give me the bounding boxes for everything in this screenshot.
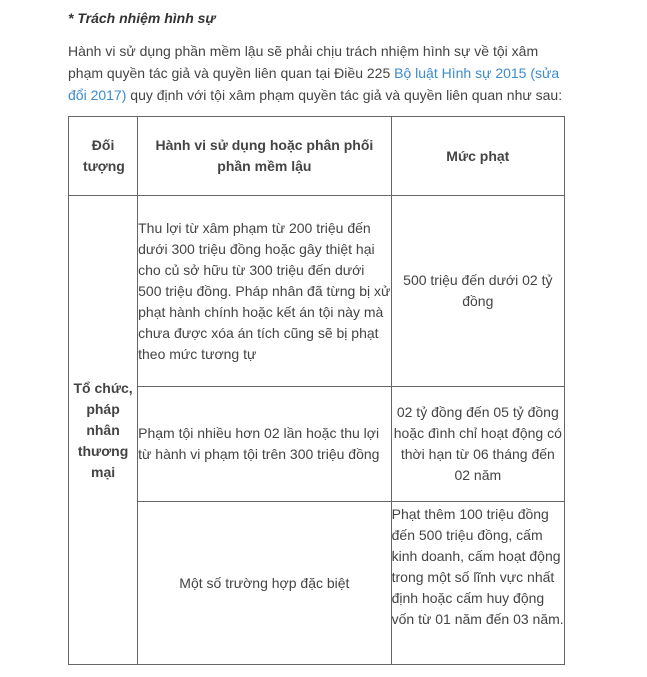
- fine-cell: [391, 196, 564, 387]
- law-link[interactable]: Bộ luật Hình sự 2015 (sửa đổi 2017): [68, 65, 560, 103]
- article-content: [68, 8, 568, 665]
- fine-cell: [391, 387, 564, 502]
- fine-text: 02 tỷ đồng đến 05 tỷ đồng hoặc đình chỉ hoạt động có thời hạn từ 06 tháng đến 02 năm: [393, 404, 562, 483]
- act-cell: [138, 387, 392, 502]
- intro-paragraph: [68, 40, 568, 106]
- subject-label: Tổ chức, pháp nhân thương mại: [73, 379, 133, 480]
- header-act-label: Hành vi sử dụng hoặc phân phối phần mềm lậu: [155, 137, 374, 174]
- act-text: Một số trường hợp đặc biệt: [179, 574, 350, 591]
- header-subject-label: Đối tượng: [83, 137, 125, 174]
- header-fine-label: Mức phạt: [446, 147, 510, 164]
- act-text: Phạm tội nhiều hơn 02 lần hoặc thu lợi từ hành vi phạm tội trên 300 triệu đồng: [138, 425, 380, 462]
- penalty-table: [68, 116, 565, 665]
- fine-cell: [391, 502, 564, 665]
- intro-text-end: quy định với tội xâm phạm quyền tác giả và quyền liên quan như sau:: [126, 87, 563, 103]
- act-cell: [138, 502, 392, 665]
- fine-text: Phạt thêm 100 triệu đồng đến 500 triệu đồng, cấm kinh doanh, cấm hoạt động trong một số lĩnh vực nhất định hoặc cấm huy động vốn từ 01 năm đến 03 năm.: [391, 506, 564, 627]
- table-row: [69, 502, 565, 665]
- fine-text: 500 triệu đến dưới 02 tỷ đồng: [403, 272, 553, 309]
- intro-text-start: Hành vi sử dụng phần mềm lậu sẽ phải chịu trách nhiệm hình sự về tội xâm phạm quyền tác giả và quyền liên quan tại Điều 225: [68, 43, 539, 81]
- table-row: [69, 196, 565, 387]
- act-text: Thu lợi từ xâm phạm từ 200 triệu đến dưới 300 triệu đồng hoặc gây thiệt hại cho củ sở hữu từ 300 triệu đến dưới 500 triệu đồng. Pháp nhân đã từng bị xử phạt hành chính hoặc kết án tội này mà chưa được xóa án tích cũng sẽ bị phạt theo mức tương tự: [138, 219, 391, 362]
- section-heading: * Trách nhiệm hình sự: [68, 10, 216, 26]
- header-subject: [69, 117, 138, 196]
- table-row: [69, 387, 565, 502]
- subject-cell: [69, 196, 138, 665]
- header-fine: [391, 117, 564, 196]
- table-header-row: [69, 117, 565, 196]
- act-cell: [138, 196, 392, 387]
- header-act: [138, 117, 392, 196]
